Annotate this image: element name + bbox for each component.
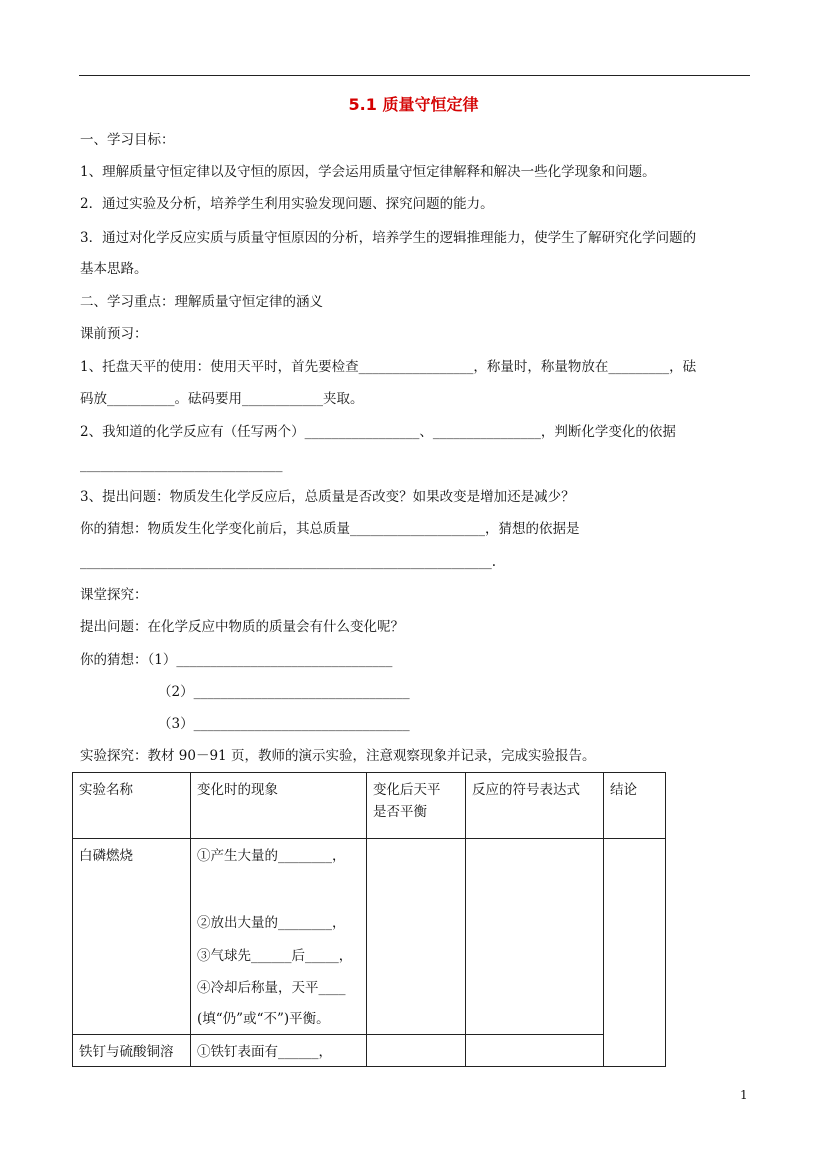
text-line: 二、学习重点：理解质量守恒定律的涵义	[80, 294, 323, 310]
phenomena-cell	[191, 839, 367, 1035]
experiment-name: 白磷燃烧	[73, 839, 191, 1035]
phenomenon: ①产生大量的________，	[197, 848, 346, 864]
phenomenon: ④冷却后称量，天平____	[197, 980, 346, 996]
text-line: 实验探究：教材 90－91 页，教师的演示实验，注意观察现象并记录，完成实验报告。	[80, 748, 596, 764]
text-line: 一、学习目标：	[80, 132, 175, 148]
experiment-name: 铁钉与硫酸铜溶	[73, 1035, 191, 1067]
page-number: 1	[740, 1088, 748, 1102]
text-line: 提出问题：在化学反应中物质的质量会有什么变化呢？	[80, 619, 404, 635]
text-line: 课前预习：	[80, 326, 148, 342]
header-cell: 结论	[604, 773, 666, 839]
header-line: 变化后天平	[373, 782, 441, 798]
phenomenon: (填“仍”或“不”)平衡。	[197, 1011, 330, 1027]
table-row	[73, 839, 666, 1035]
balance-cell	[367, 839, 466, 1035]
text-line: 你的猜想：（1）________________________________	[80, 652, 393, 668]
header-cell: 实验名称	[73, 773, 191, 839]
experiment-table	[72, 772, 666, 1067]
table-row	[73, 1035, 666, 1067]
header-cell: 变化时的现象	[191, 773, 367, 839]
text-line: 1、理解质量守恒定律以及守恒的原因，学会运用质量守恒定律解释和解决一些化学现象和问题。	[80, 164, 656, 180]
table-header-row	[73, 773, 666, 839]
text-line: 你的猜想：物质发生化学变化前后，其总质量____________________，猜想的依据是	[80, 521, 580, 537]
text-line: 2、我知道的化学反应有（任写两个）_________________、________________，判断化学变化的依据	[80, 424, 676, 440]
text-line: 码放__________。砝码要用____________夹取。	[80, 391, 364, 407]
text-line: 1、托盘天平的使用：使用天平时，首先要检查_________________，称量时，称量物放在_________，砝	[80, 359, 697, 375]
page-title: 5.1 质量守恒定律	[348, 95, 479, 114]
phenomena-cell	[191, 1035, 367, 1067]
header-cell	[367, 773, 466, 839]
phenomenon: ②放出大量的________，	[197, 915, 346, 931]
header-rule	[79, 75, 750, 76]
text-line: _____________________________________________________________.	[80, 554, 497, 570]
text-line: （3）________________________________	[158, 716, 410, 732]
phenomenon: ③气球先______后_____，	[197, 948, 353, 964]
conclusion-cell	[604, 839, 666, 1067]
text-line: 3、提出问题：物质发生化学反应后，总质量是否改变？如果改变是增加还是减少？	[80, 489, 575, 505]
text-line: 基本思路。	[80, 261, 148, 277]
text-line: （2）________________________________	[158, 684, 410, 700]
header-line: 是否平衡	[373, 804, 427, 820]
equation-cell	[466, 1035, 604, 1067]
text-line: 2．通过实验及分析，培养学生利用实验发现问题、探究问题的能力。	[80, 196, 494, 212]
text-line: 3．通过对化学反应实质与质量守恒原因的分析，培养学生的逻辑推理能力，使学生了解研究化学问题的	[80, 230, 697, 246]
equation-cell	[466, 839, 604, 1035]
header-cell: 反应的符号表达式	[466, 773, 604, 839]
text-line: ______________________________	[80, 457, 283, 473]
phenomenon: ①铁钉表面有______，	[197, 1044, 332, 1060]
text-line: 课堂探究：	[80, 587, 148, 603]
balance-cell	[367, 1035, 466, 1067]
